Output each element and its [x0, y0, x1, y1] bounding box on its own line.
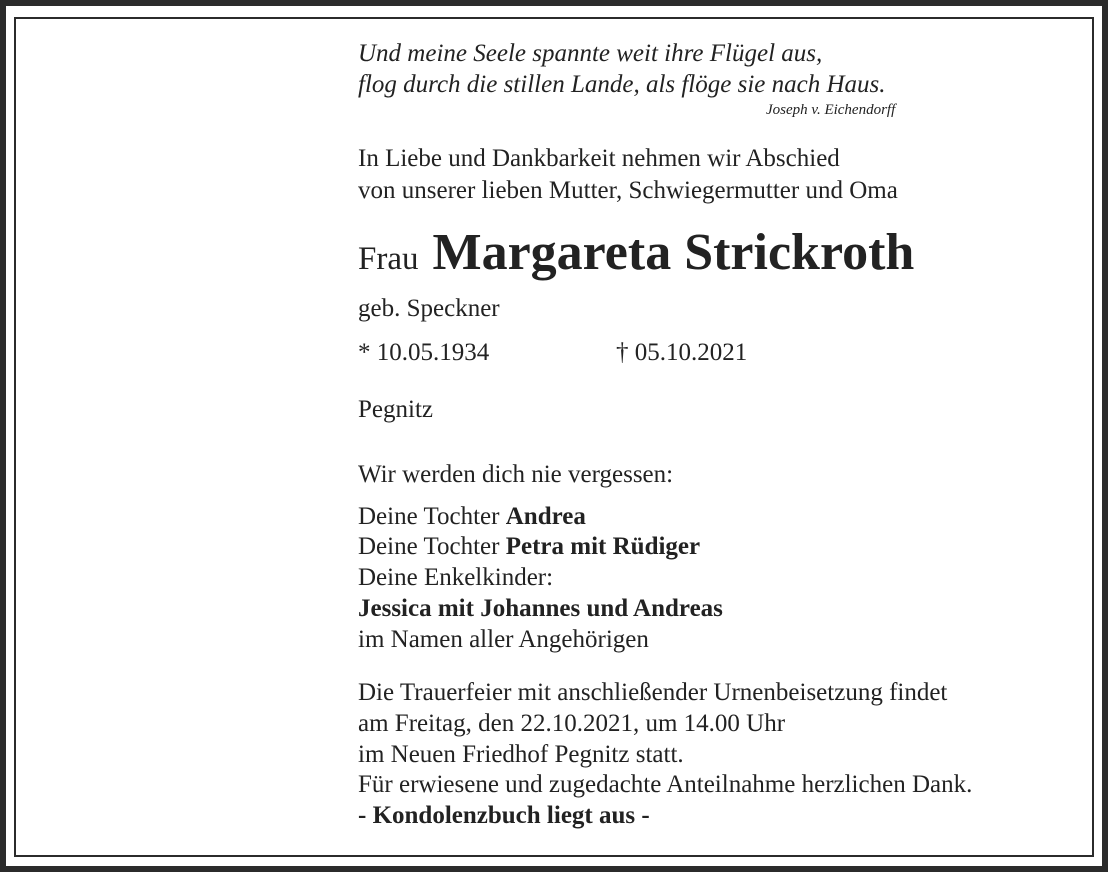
- mourner-2-name: Petra mit Rüdiger: [505, 533, 701, 560]
- place: Pegnitz: [358, 396, 433, 423]
- mourner-line-2: [358, 532, 700, 562]
- mourner-2-relation: Deine Tochter: [358, 533, 506, 560]
- mourners-heading: Wir werden dich nie vergessen:: [358, 461, 674, 488]
- maiden-name: geb. Speckner: [358, 295, 500, 322]
- service-line-1: Die Trauerfeier mit anschließender Urnenbeisetzung findet: [358, 679, 948, 706]
- mourner-1-name: Andrea: [505, 503, 586, 530]
- service-line-4: Für erwiesene und zugedachte Anteilnahme herzlichen Dank.: [358, 771, 973, 798]
- service-line-2: am Freitag, den 22.10.2021, um 14.00 Uhr: [358, 710, 786, 737]
- intro-text: [358, 143, 898, 207]
- obituary-content: [358, 38, 1058, 829]
- mourner-line-5: im Namen aller Angehörigen: [358, 626, 649, 653]
- death-date: † 05.10.2021: [616, 339, 748, 366]
- service-line-5: - Kondolenzbuch liegt aus -: [358, 802, 650, 829]
- quote-line-1: Und meine Seele spannte weit ihre Flügel aus,: [358, 40, 823, 67]
- intro-line-1: In Liebe und Dankbarkeit nehmen wir Abschied: [358, 145, 840, 172]
- mourner-line-4: Jessica mit Johannes und Andreas: [358, 595, 723, 622]
- mourner-1-relation: Deine Tochter: [358, 503, 506, 530]
- mourner-line-3: Deine Enkelkinder:: [358, 564, 554, 591]
- mourner-line-1: [358, 502, 586, 532]
- poem-quote: [358, 38, 1058, 100]
- service-line-3: im Neuen Friedhof Pegnitz statt.: [358, 741, 684, 768]
- deceased-title: Frau: [358, 241, 419, 277]
- quote-line-2: flog durch die stillen Lande, als flöge sie nach Haus.: [358, 71, 886, 98]
- intro-line-2: von unserer lieben Mutter, Schwiegermutter und Oma: [358, 177, 898, 204]
- birth-date: * 10.05.1934: [358, 339, 490, 366]
- quote-author: Joseph v. Eichendorff: [766, 102, 896, 118]
- deceased-name-row: [358, 223, 914, 282]
- deceased-name: Margareta Strickroth: [432, 224, 915, 281]
